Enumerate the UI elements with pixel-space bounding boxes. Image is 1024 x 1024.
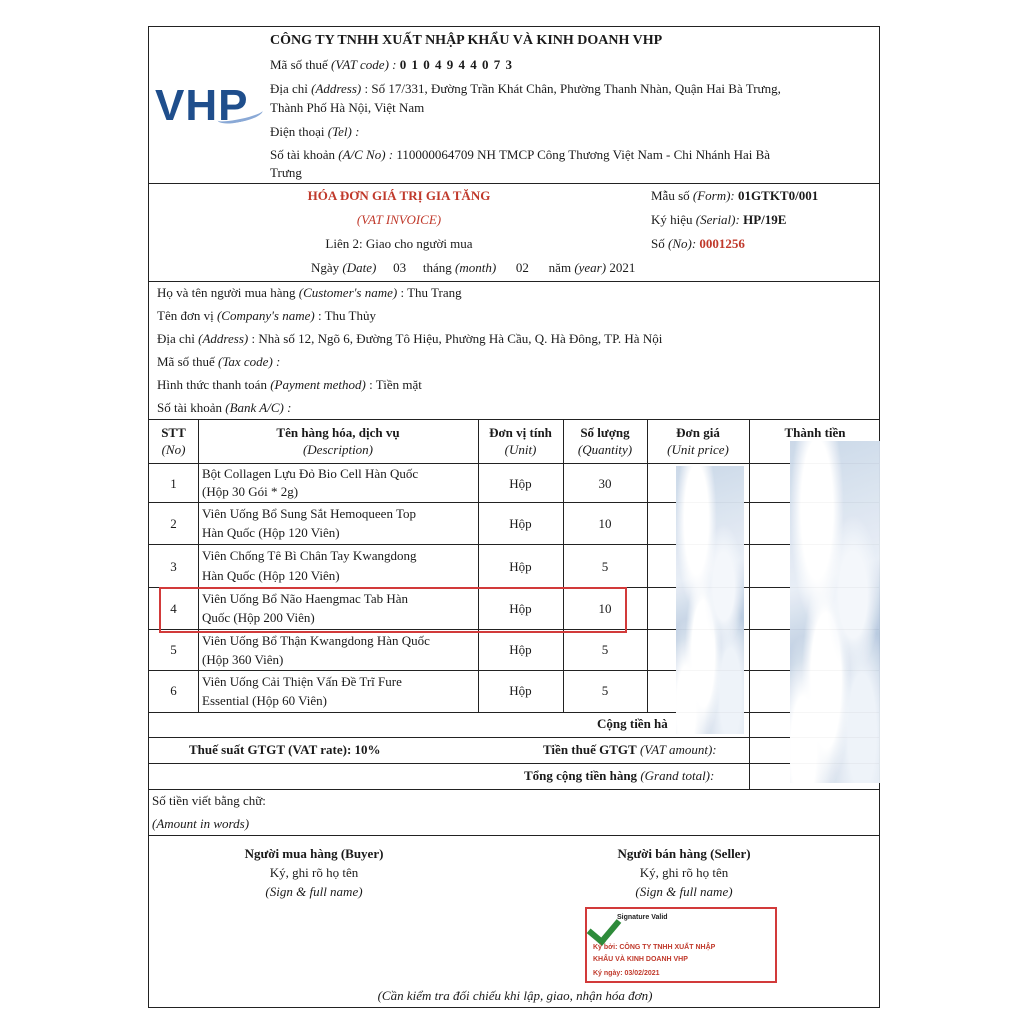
vat-amount-label: Tiền thuế GTGT (VAT amount): <box>543 742 717 757</box>
header-amount: Thành tiền <box>784 425 846 440</box>
row-border <box>149 737 879 738</box>
header-unit: Đơn vị tính (Unit) <box>489 425 552 457</box>
buyer-name: Họ và tên người mua hàng (Customer's name) : Thu Trang <box>157 285 462 300</box>
seller-signature-sub-en: (Sign & full name) <box>635 884 733 899</box>
seller-company-name: CÔNG TY TNHH XUẤT NHẬP KHẨU VÀ KINH DOANH VHP <box>270 33 663 48</box>
seller-tax-code: Mã số thuế (VAT code) : 0 1 0 4 9 4 4 0 7 3 <box>270 57 513 72</box>
seller-phone: Điện thoại (Tel) : <box>270 124 360 139</box>
table-col-divider <box>749 419 750 789</box>
amount-in-words-label-en: (Amount in words) <box>152 816 250 831</box>
buyer-signature-title: Người mua hàng (Buyer) <box>244 846 384 861</box>
divider <box>149 183 879 184</box>
row-border <box>149 763 879 764</box>
amount-in-words-label: Số tiền viết bằng chữ: <box>152 793 266 808</box>
buyer-signature-sub: Ký, ghi rõ họ tên <box>269 865 359 880</box>
subtotal-label: Cộng tiền hà <box>597 716 668 731</box>
table-top-border <box>149 419 879 420</box>
seller-signature-title: Người bán hàng (Seller) <box>617 846 751 861</box>
invoice-page: VHP CÔNG TY TNHH XUẤT NHẬP KHẨU VÀ KINH DOANH VHP Mã số thuế (VAT code) : 0 1 0 4 9 4 4 0 7 3 Địa chỉ (Address) : Số 17/331, Đường Trần Khát Chân, Phường Thanh Nhàn, Quận Hai Bà Trưng, Thành Phố Hà Nội, Việt Nam Điện thoại (Tel) : Số tài khoản (A/C No) : 110000064709 NH TMCP Công Thương Việt Nam - Chi Nhánh Hai Bà Trưng HÓA ĐƠN GIÁ TRỊ GIA TĂNG (VAT INVOICE) Liên 2: Giao cho người mua Ngày (Date) 03 tháng (month) 02 năm (year) 2021 Mẫu số (Form): 01GTKT0/001 Ký hiệu (Serial): HP/19E Số (No): 0001256 Họ và tên người mua hàng (Customer's name) : Thu Trang Tên đơn vị (Company's name) : Thu Thủy Địa chỉ (Address) : Nhà số 12, Ngõ 6, Đường Tô Hiệu, Phường Hà Cầu, Q. Hà Đông, TP. Hà Nội Mã số thuế (Tax code) : Hình thức thanh toán (Payment method) : Tiền mặt Số tài khoản (Bank A/C) : STT (No) Tên hàng hóa, dịch vụ (Description) Đơn vị tính (Unit) Số lượng (Quantity) Đơn giá (Unit price) Thành tiền 1 Bột Collagen Lựu Đỏ Bio Cell Hàn Quốc (Hộp 30 Gói * 2g) Hộp 30 2 Viên Uống Bổ Sung Sắt Hemoqueen Top Hàn Quốc (Hộp 120 Viên) Hộp 10 3 Viên Chống Tê Bì Chân Tay Kwangdong Hàn Quốc (Hộp 120 Viên) Hộp 5 4 Viên Uống Bổ Não Haengmac Tab Hàn Quốc (Hộp 200 Viên) Hộp 10 5 Viên Uống Bổ Thận Kwangdong Hàn Quốc (Hộp 360 Viên) Hộp 5 6 Viên Uống Cải Thiện Vấn Đề Trĩ Fure Essential (Hộp 60 Viên) Hộp 5 Cộng tiền hà Thuế suất GTGT (VAT rate): 10% Tiền thuế GTGT (VAT amount): Tổng cộng tiền hàng (Grand total): Số tiền viết bằng chữ: (Amount in words) Người mua hàng (Buyer) Ký, ghi rõ họ tên (Sign & full name) Người bán hàng (Seller) Ký, ghi rõ họ tên (Sign & full name) Signature Valid Ký bởi: CÔNG TY TNHH XUẤT NHẬP KHẨU VÀ KINH DOANH VHP Ký ngày: 03/02/2021 (Cần kiểm tra đối chiếu khi lập, giao, nhận hóa đơn) <box>148 26 880 1008</box>
vhp-logo <box>155 83 263 129</box>
buyer-payment: Hình thức thanh toán (Payment method) : Tiền mặt <box>157 377 422 392</box>
invoice-serial: Ký hiệu (Serial): HP/19E <box>651 212 787 227</box>
seller-account-line2: Trưng <box>270 165 302 180</box>
row-border <box>149 544 879 545</box>
buyer-signature-sub-en: (Sign & full name) <box>265 884 363 899</box>
buyer-address: Địa chỉ (Address) : Nhà số 12, Ngõ 6, Đường Tô Hiệu, Phường Hà Cầu, Q. Hà Đông, TP. Hà Nội <box>157 331 663 346</box>
invoice-copy-note: Liên 2: Giao cho người mua <box>325 236 473 251</box>
seller-account-line1: Số tài khoản (A/C No) : 110000064709 NH TMCP Công Thương Việt Nam - Chi Nhánh Hai Bà <box>270 147 771 162</box>
row-border <box>149 712 879 713</box>
buyer-company: Tên đơn vị (Company's name) : Thu Thủy <box>157 308 376 323</box>
logo-text: VHP <box>155 81 249 130</box>
obscured-amount <box>790 441 880 783</box>
table-header-border <box>149 463 879 464</box>
obscured-unit-price <box>676 466 744 734</box>
buyer-bank-account: Số tài khoản (Bank A/C) : <box>157 400 292 415</box>
row-border <box>149 502 879 503</box>
row-highlight-box <box>159 587 627 633</box>
header-quantity: Số lượng (Quantity) <box>577 425 633 457</box>
header-unit-price: Đơn giá (Unit price) <box>667 425 729 457</box>
invoice-title-en: (VAT INVOICE) <box>356 212 442 227</box>
digital-signature-stamp: Signature Valid Ký bởi: CÔNG TY TNHH XUẤT NHẬP KHẨU VÀ KINH DOANH VHP Ký ngày: 03/02/2021 <box>585 907 777 983</box>
header-description: Tên hàng hóa, dịch vụ (Description) <box>276 425 400 457</box>
divider <box>149 281 879 282</box>
header-no: STT (No) <box>161 425 186 457</box>
seller-address-line1: Địa chỉ (Address) : Số 17/331, Đường Trần Khát Chân, Phường Thanh Nhàn, Quận Hai Bà Trưng, <box>270 81 781 96</box>
grand-total-label: Tổng cộng tiền hàng (Grand total): <box>524 768 715 783</box>
seller-address-line2: Thành Phố Hà Nội, Việt Nam <box>270 100 425 115</box>
invoice-form: Mẫu số (Form): 01GTKT0/001 <box>651 188 819 203</box>
buyer-tax-code: Mã số thuế (Tax code) : <box>157 354 281 369</box>
vat-rate-label: Thuế suất GTGT (VAT rate): 10% <box>189 742 381 757</box>
invoice-title: HÓA ĐƠN GIÁ TRỊ GIA TĂNG <box>307 188 491 203</box>
seller-signature-sub: Ký, ghi rõ họ tên <box>639 865 729 880</box>
row-border <box>149 670 879 671</box>
invoice-number: Số (No): 0001256 <box>651 236 745 251</box>
divider <box>149 835 879 836</box>
invoice-date: Ngày (Date) 03 tháng (month) 02 năm (year) 2021 <box>311 260 636 275</box>
row-border <box>149 789 879 790</box>
footer-note: (Cần kiểm tra đối chiếu khi lập, giao, nhận hóa đơn) <box>377 988 653 1003</box>
